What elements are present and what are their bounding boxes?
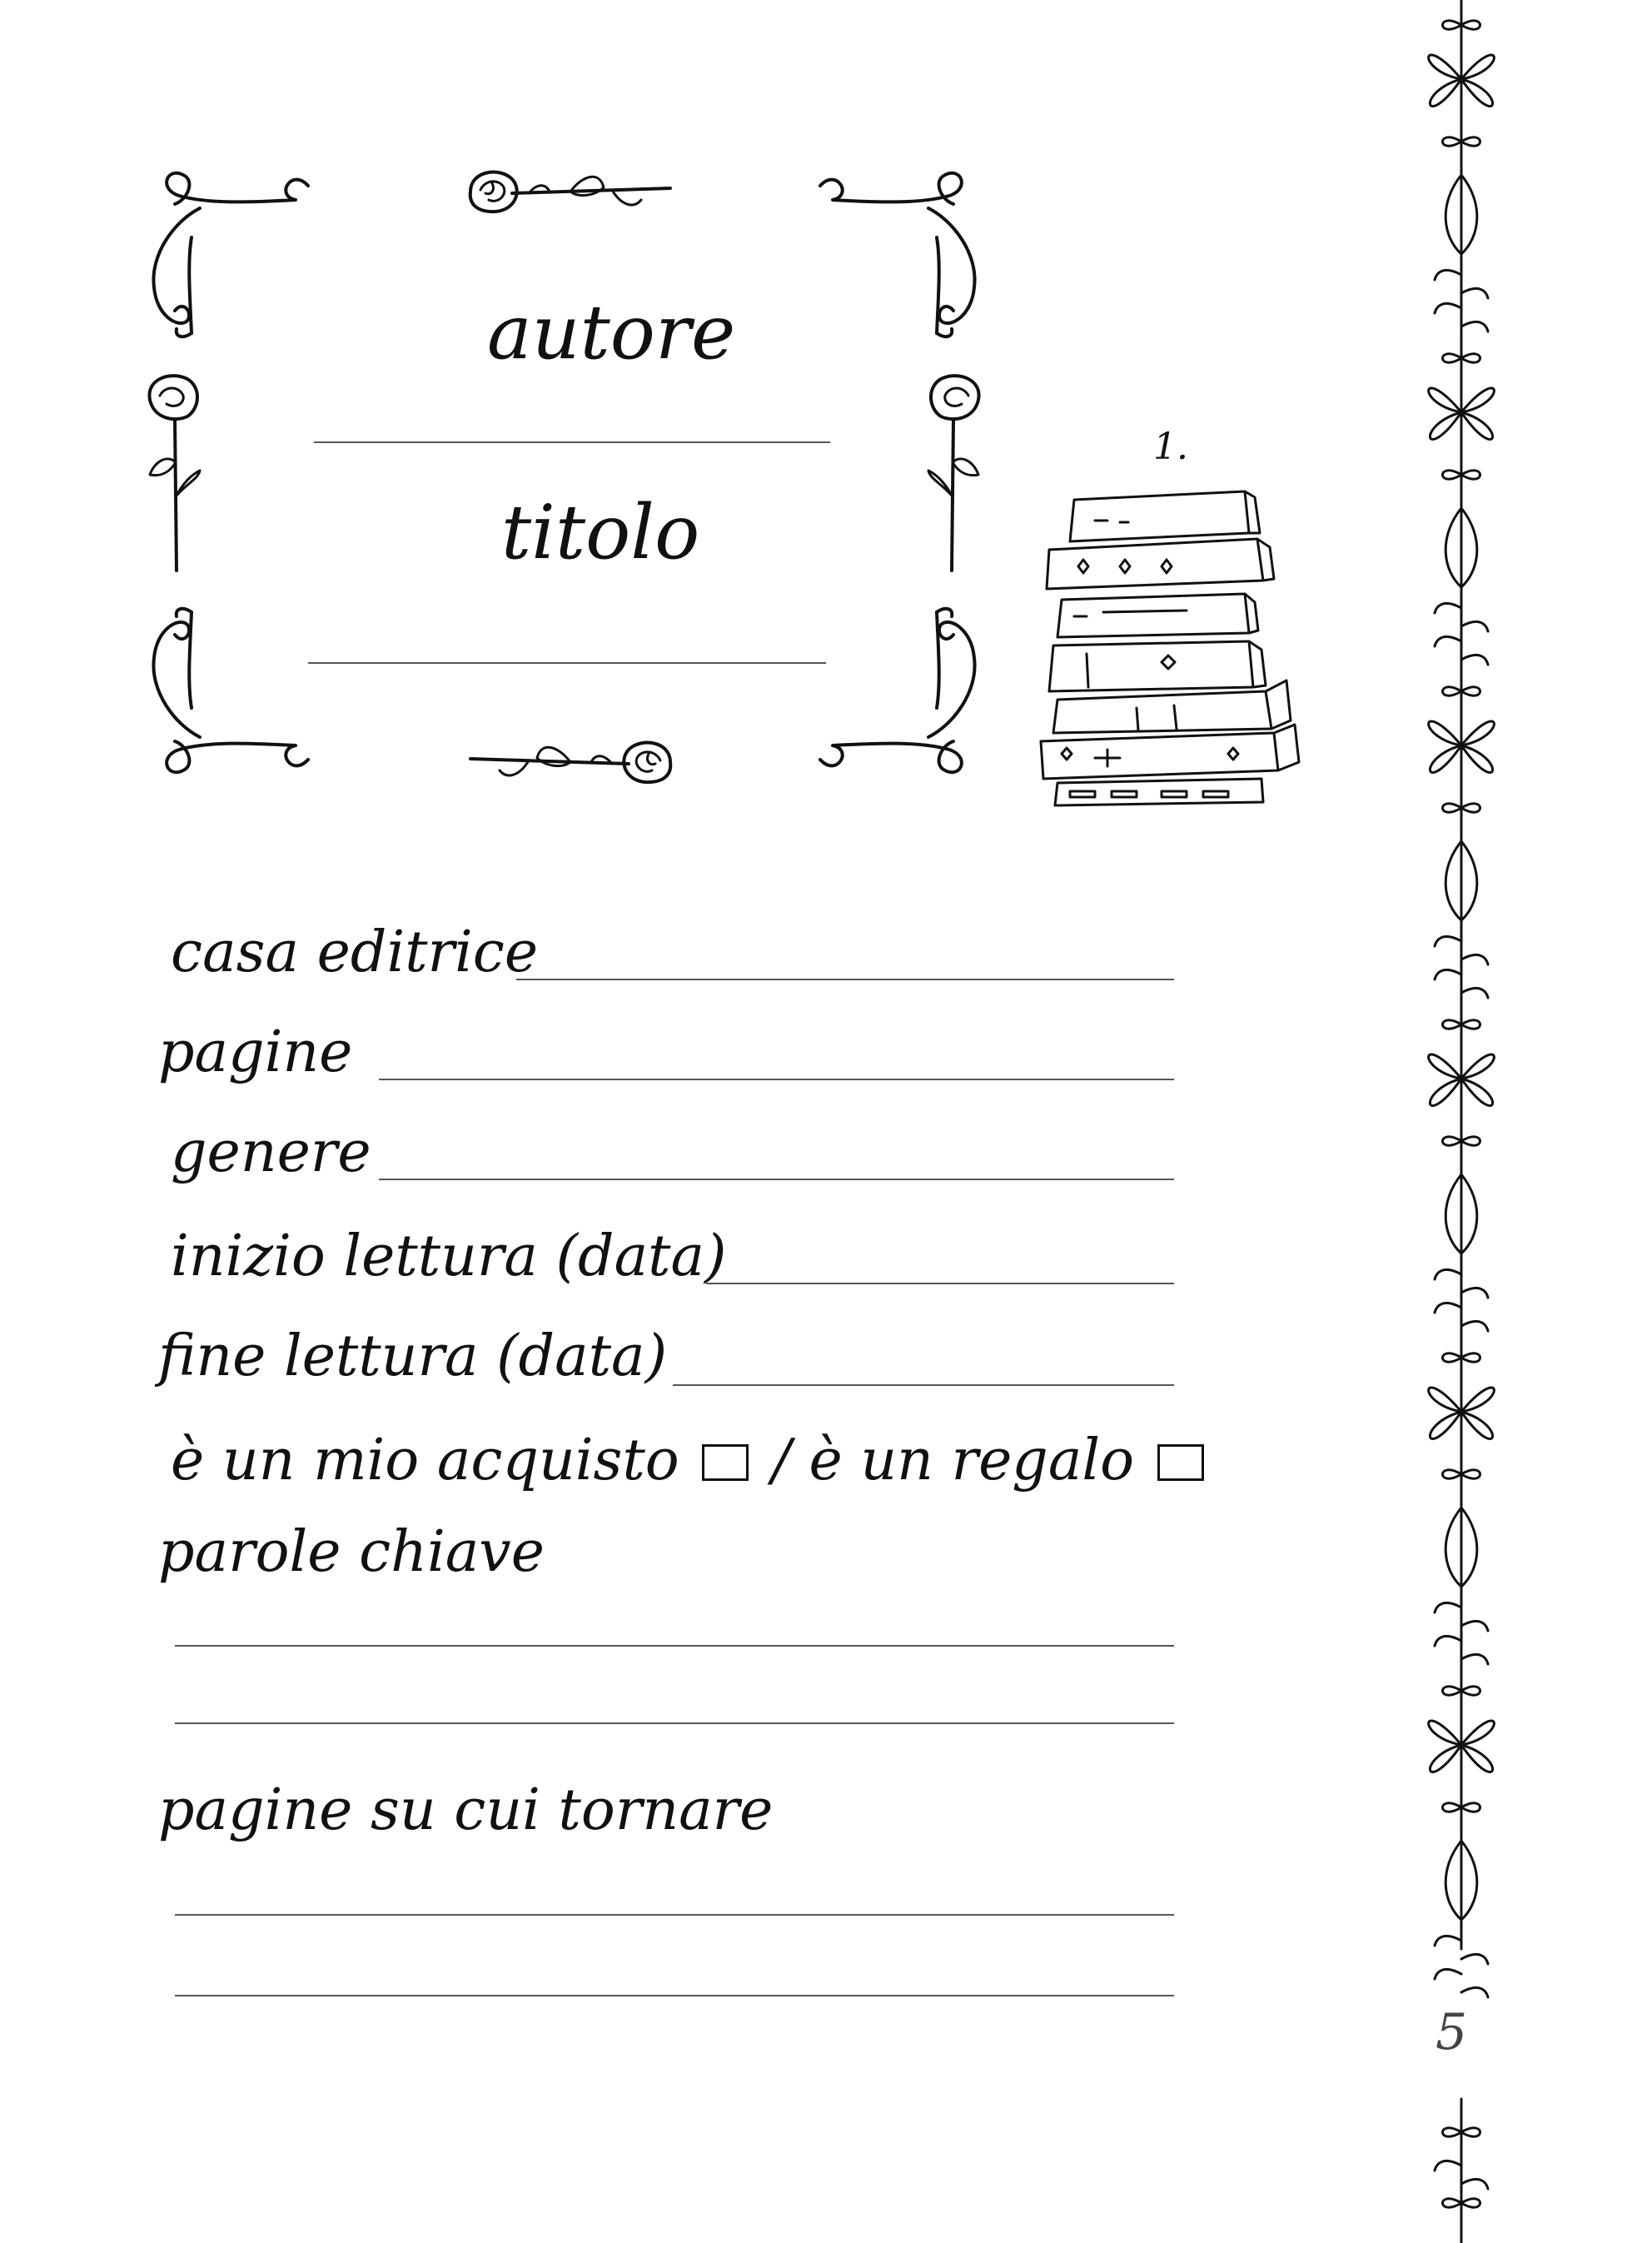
flourish-corner-icon	[142, 604, 316, 783]
page-number: 5	[1436, 2003, 1468, 2061]
publisher-line[interactable]	[516, 979, 1174, 980]
genre-line[interactable]	[379, 1179, 1174, 1180]
pages-line[interactable]	[379, 1079, 1174, 1080]
genre-label: genere	[171, 1119, 371, 1185]
rose-icon	[142, 371, 204, 575]
flourish-corner-icon	[812, 604, 987, 783]
title-line[interactable]	[308, 662, 826, 664]
flourish-corner-icon	[812, 162, 987, 341]
flourish-corner-icon	[142, 162, 316, 341]
keywords-label: parole chiave	[158, 1519, 545, 1585]
rose-icon	[462, 158, 679, 225]
return-pages-line-1[interactable]	[175, 1914, 1174, 1916]
return-pages-line-2[interactable]	[175, 1995, 1174, 1996]
keywords-line-1[interactable]	[175, 1645, 1174, 1647]
book-number: 1.	[1153, 426, 1188, 468]
return-pages-label: pagine su cui tornare	[158, 1777, 774, 1843]
gift-checkbox[interactable]	[1157, 1444, 1204, 1481]
title-label: titolo	[501, 489, 700, 576]
acquisition-row	[171, 1428, 1209, 1493]
end-date-label: fine lettura (data)	[158, 1323, 668, 1389]
book-stack-icon	[1037, 487, 1303, 808]
gift-label: / è un regalo	[771, 1428, 1135, 1493]
floral-vine-border-icon	[1416, 0, 1507, 2243]
author-line[interactable]	[314, 441, 830, 443]
keywords-line-2[interactable]	[175, 1722, 1174, 1724]
purchase-label: è un mio acquisto	[171, 1428, 679, 1493]
rose-icon	[462, 729, 679, 795]
start-date-label: inizio lettura (data)	[171, 1224, 727, 1289]
end-date-line[interactable]	[673, 1384, 1174, 1386]
pages-label: pagine	[158, 1019, 353, 1085]
publisher-label: casa editrice	[171, 920, 539, 985]
rose-icon	[924, 371, 987, 575]
start-date-line[interactable]	[706, 1283, 1174, 1284]
purchase-checkbox[interactable]	[702, 1444, 749, 1481]
author-label: autore	[487, 289, 736, 376]
